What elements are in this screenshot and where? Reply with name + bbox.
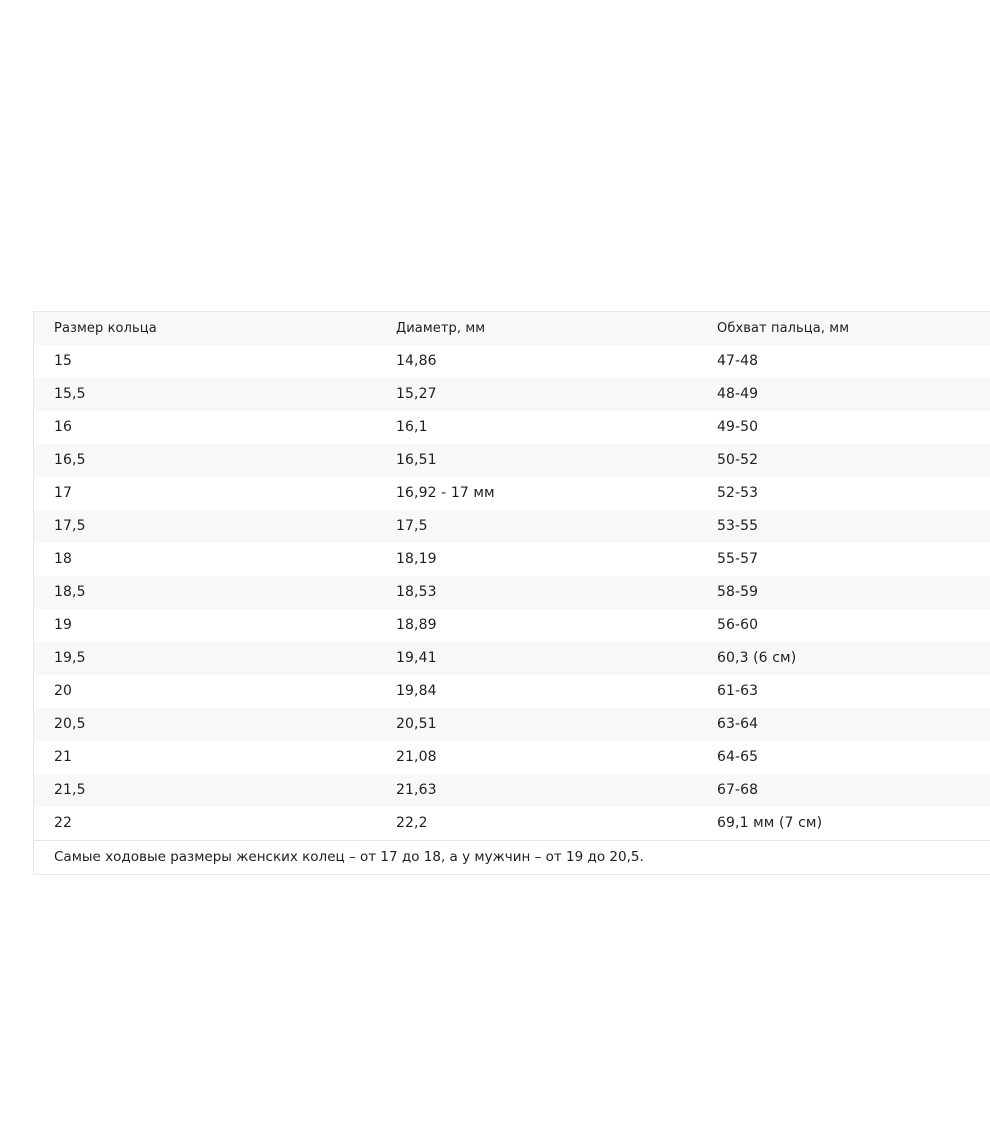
cell-diameter: 15,27	[396, 386, 437, 402]
table-row	[34, 741, 990, 774]
cell-diameter: 19,84	[396, 683, 437, 699]
cell-finger-circumference: 61-63	[717, 683, 759, 699]
cell-ring-size: 21,5	[54, 782, 86, 798]
table-row	[34, 411, 990, 444]
cell-ring-size: 16,5	[54, 452, 86, 468]
cell-diameter: 16,92 - 17 мм	[396, 485, 495, 501]
cell-finger-circumference: 58-59	[717, 584, 759, 600]
ring-size-table	[33, 311, 990, 875]
cell-diameter: 18,19	[396, 551, 437, 567]
cell-ring-size: 15	[54, 353, 73, 369]
cell-diameter: 21,63	[396, 782, 437, 798]
cell-diameter: 19,41	[396, 650, 437, 666]
table-header-row	[34, 312, 990, 345]
table-row	[34, 675, 990, 708]
cell-finger-circumference: 69,1 мм (7 см)	[717, 815, 823, 831]
header-finger-circumference: Обхват пальца, мм	[717, 321, 850, 336]
header-ring-size: Размер кольца	[54, 321, 157, 336]
cell-diameter: 21,08	[396, 749, 437, 765]
cell-diameter: 22,2	[396, 815, 428, 831]
cell-ring-size: 15,5	[54, 386, 86, 402]
table-row	[34, 609, 990, 642]
cell-ring-size: 19,5	[54, 650, 86, 666]
table-row	[34, 807, 990, 840]
cell-finger-circumference: 55-57	[717, 551, 759, 567]
table-row	[34, 774, 990, 807]
cell-finger-circumference: 63-64	[717, 716, 759, 732]
cell-ring-size: 18	[54, 551, 73, 567]
cell-diameter: 14,86	[396, 353, 437, 369]
table-row	[34, 543, 990, 576]
table-row	[34, 576, 990, 609]
cell-ring-size: 20	[54, 683, 73, 699]
cell-ring-size: 16	[54, 419, 73, 435]
cell-finger-circumference: 60,3 (6 см)	[717, 650, 797, 666]
cell-diameter: 18,53	[396, 584, 437, 600]
cell-finger-circumference: 48-49	[717, 386, 759, 402]
table-footnote: Самые ходовые размеры женских колец – от 17 до 18, а у мужчин – от 19 до 20,5.	[34, 840, 990, 874]
table-row	[34, 708, 990, 741]
cell-finger-circumference: 53-55	[717, 518, 759, 534]
cell-finger-circumference: 52-53	[717, 485, 759, 501]
table-row	[34, 510, 990, 543]
cell-ring-size: 22	[54, 815, 73, 831]
cell-diameter: 20,51	[396, 716, 437, 732]
cell-finger-circumference: 67-68	[717, 782, 759, 798]
table-row	[34, 477, 990, 510]
cell-ring-size: 20,5	[54, 716, 86, 732]
cell-diameter: 16,1	[396, 419, 428, 435]
header-diameter: Диаметр, мм	[396, 321, 486, 336]
cell-ring-size: 21	[54, 749, 73, 765]
cell-diameter: 18,89	[396, 617, 437, 633]
table-row	[34, 642, 990, 675]
cell-ring-size: 19	[54, 617, 73, 633]
cell-finger-circumference: 64-65	[717, 749, 759, 765]
cell-finger-circumference: 47-48	[717, 353, 759, 369]
cell-finger-circumference: 49-50	[717, 419, 759, 435]
table-row	[34, 345, 990, 378]
cell-ring-size: 17,5	[54, 518, 86, 534]
table-row	[34, 378, 990, 411]
table-row	[34, 444, 990, 477]
cell-diameter: 16,51	[396, 452, 437, 468]
cell-ring-size: 17	[54, 485, 73, 501]
cell-finger-circumference: 56-60	[717, 617, 759, 633]
cell-finger-circumference: 50-52	[717, 452, 759, 468]
cell-diameter: 17,5	[396, 518, 428, 534]
cell-ring-size: 18,5	[54, 584, 86, 600]
